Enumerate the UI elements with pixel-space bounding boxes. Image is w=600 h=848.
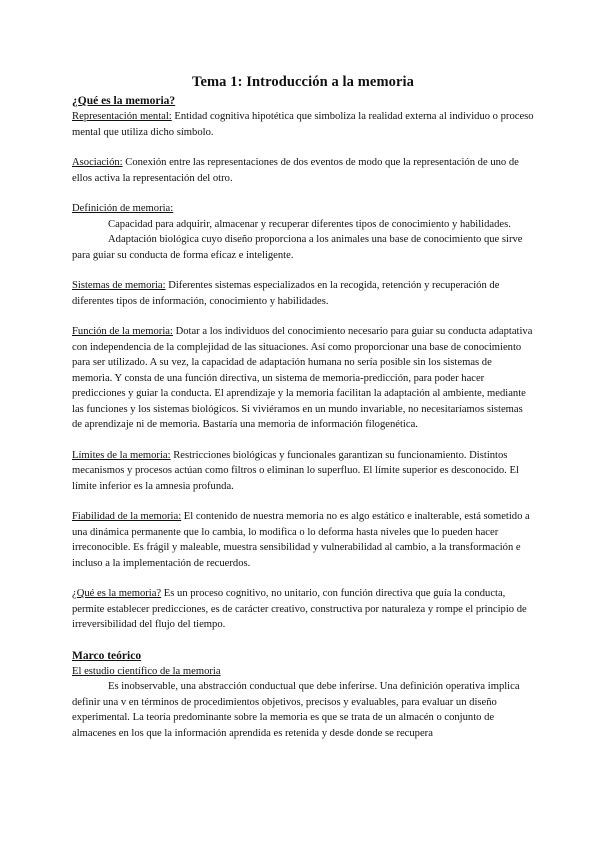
term-label: Asociación: — [72, 157, 123, 168]
term-definition: Es un proceso cognitivo, no unitario, con función directiva que guía la conducta, permite establecer predicciones, es de carácter creativo, constructiva por naturaleza y rompe el principio de irreversibilidad del flujo del tiempo. — [72, 588, 527, 630]
subsection-title-estudio: El estudio científico de la memoria — [72, 665, 221, 677]
definition-2: Adaptación biológica cuyo diseño proporciona a los animales una base de conocimiento que sirve para guiar su conducta de forma eficaz e inteligente. — [72, 234, 523, 261]
section-heading-que-es-memoria: ¿Qué es la memoria? — [72, 95, 176, 107]
definition-1: Capacidad para adquirir, almacenar y recuperar diferentes tipos de conocimiento y habilidades. — [108, 218, 511, 230]
paragraph-sistemas — [72, 278, 534, 309]
term-definition: Conexión entre las representaciones de dos eventos de modo que la representación de uno de ellos activa la representación del otro. — [72, 157, 519, 184]
paragraph-fiabilidad — [72, 509, 534, 571]
term-label: Sistemas de memoria: — [72, 280, 166, 291]
section-title-marco-teorico: Marco teórico — [72, 649, 142, 662]
document-title: Tema 1: Introducción a la memoria — [192, 74, 414, 90]
paragraph-estudio: Es inobservable, una abstracción conductual que debe inferirse. Una definición operativa implica definir una v en términos de procedimientos objetivos, precisos y evaluables, para evaluar un diseño experimental. La teoría predominante sobre la memoria es que se trata de un almacén o conjunto de almacenes en los que la información aprendida es retenida y desde donde se recupera — [72, 681, 520, 739]
term-definition: Diferentes sistemas especializados en la recogida, retención y recuperación de diferentes tipos de información, conocimiento y habilidades. — [72, 280, 500, 307]
term-definition: El contenido de nuestra memoria no es algo estático e inalterable, está sometido a una dinámica permanente que lo cambia, lo modifica o lo deforma hasta niveles que lo pueden hacer irreconocible. Es frágil y maleable, muestra sensibilidad y vulnerabilidad al cambio, a la transformación e incluso a la implementación de recuerdos. — [72, 511, 530, 569]
term-label-definicion: Definición de memoria: — [72, 203, 174, 214]
term-label: Función de la memoria: — [72, 326, 173, 337]
term-label: ¿Qué es la memoria? — [72, 588, 162, 599]
paragraph-que-es — [72, 586, 534, 633]
paragraph-representacion — [72, 109, 534, 140]
document-body — [72, 73, 534, 741]
paragraph-funcion — [72, 324, 534, 433]
term-definition: Entidad cognitiva hipotética que simboliza la realidad externa al individuo o proceso mental que utiliza dicho símbolo. — [72, 111, 534, 138]
term-label: Límites de la memoria: — [72, 449, 171, 461]
paragraph-limites — [72, 448, 534, 495]
paragraph-asociacion — [72, 155, 534, 186]
term-label: Fiabilidad de la memoria: — [72, 511, 182, 522]
term-definition: Dotar a los individuos del conocimiento necesario para guiar su conducta adaptativa con independencia de la complejidad de las situaciones. Así como proporcionar una base de conocimiento para ser utilizado. A su vez, la capacidad de adaptación humana no sería posible sin los sistemas de memoria. Y consta de una función directiva, un sistema de memoria-predicción, para poder hacer predicciones y guiar la conducta. El aprendizaje y la memoria facilitan la adaptación al ambiente, mediante las funciones y los sistemas biológicos. Si viviéramos en un mundo invariable, no necesitaríamos sistemas de aprendizaje ni de memoria. Bastaría una memoria de información filogenética. — [72, 326, 533, 430]
term-label: Representación mental: — [72, 111, 172, 122]
term-definition: Restricciones biológicas y funcionales garantizan su funcionamiento. Distintos mecanismos y procesos actúan como filtros o eliminan lo superfluo. El límite superior es desconocido. El límite inferior es la amnesia profunda. — [72, 449, 519, 492]
